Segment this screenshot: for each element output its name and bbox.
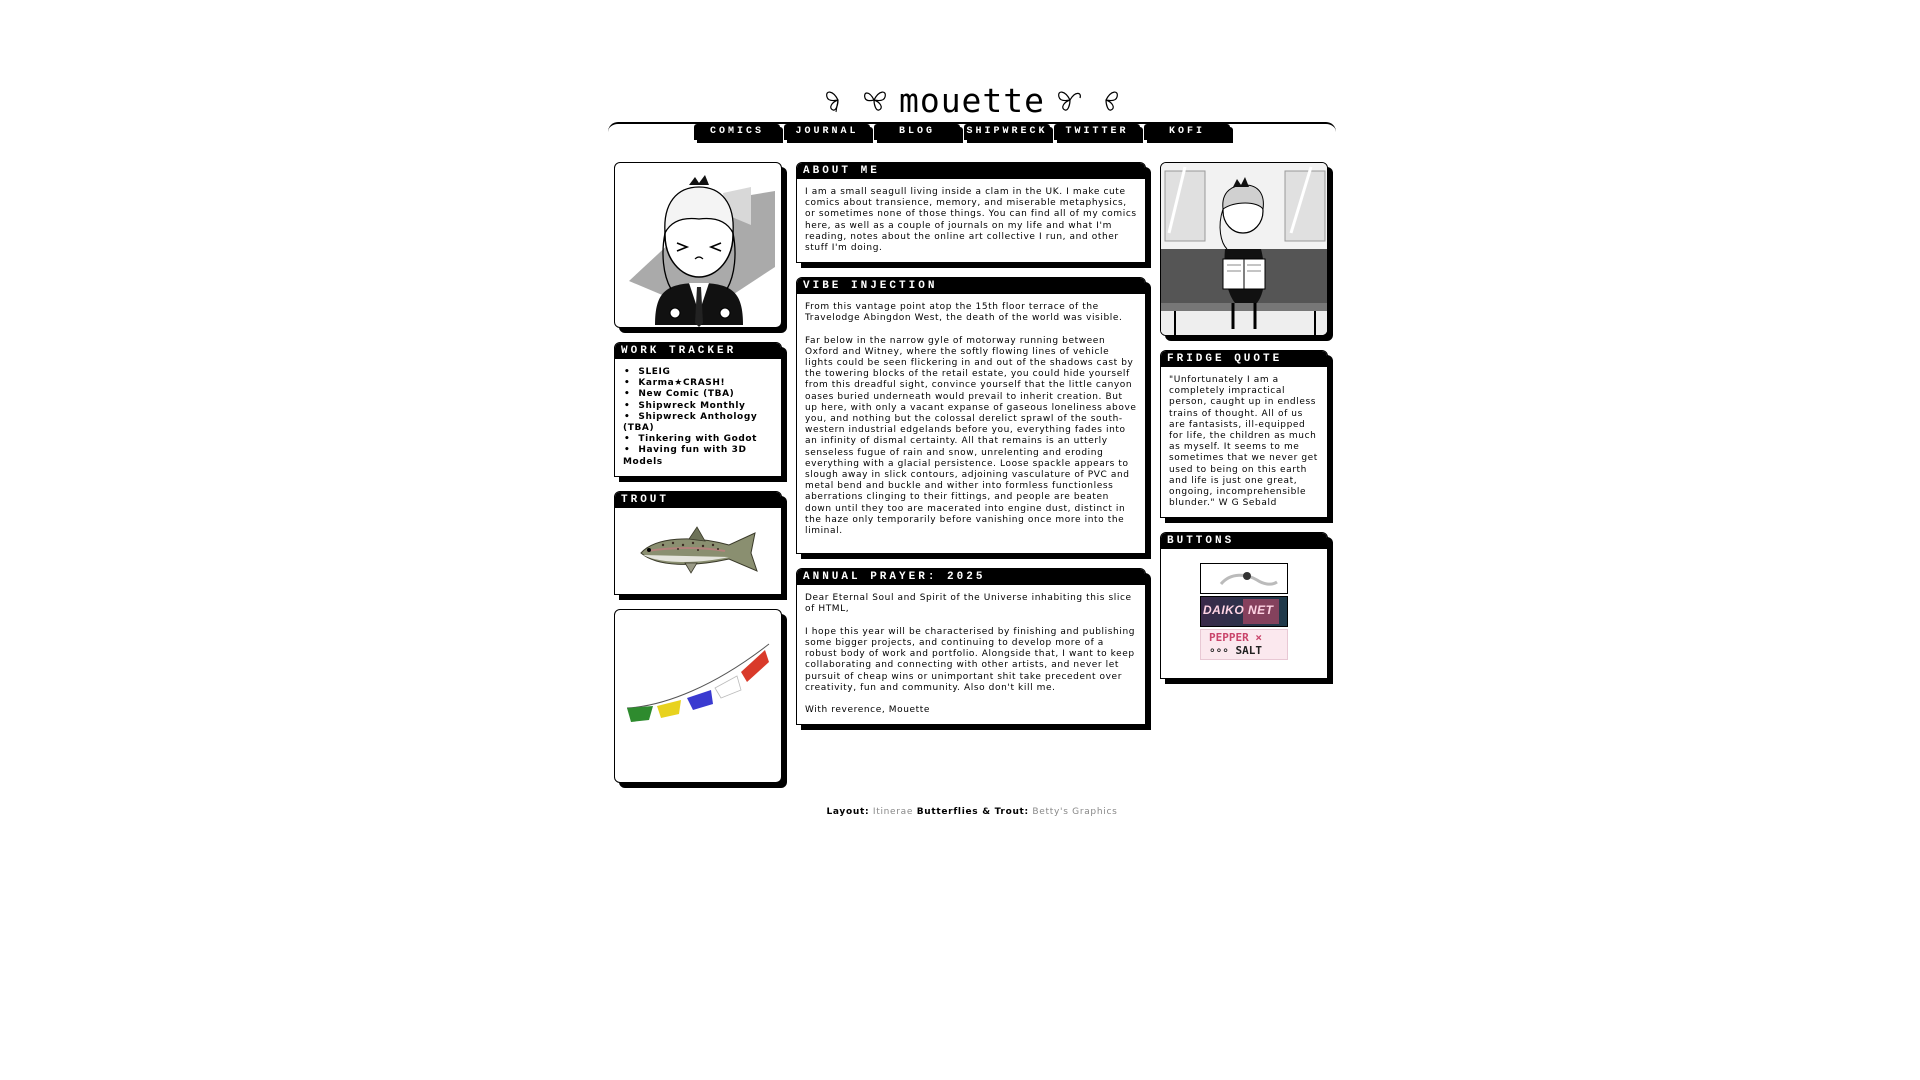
fridge-quote-text: "Unfortunately I am a completely impractical person, caught up in endless trains of thought. All of us are fantasists, ill-equipped for life, the children as much as myself. It seems to me sometimes that we never get used to being on this earth and life is just one great, ongoing, incomprehensible blunder." W G Sebald bbox=[1169, 375, 1318, 509]
right-column bbox=[1160, 162, 1328, 693]
title-row bbox=[608, 78, 1336, 122]
site-container bbox=[608, 78, 1336, 817]
nav-shipwreck[interactable]: SHIPWRECK bbox=[964, 124, 1050, 140]
work-item-3d-models[interactable]: • Having fun with 3D Models bbox=[623, 445, 773, 467]
layout-credit-link[interactable]: Itinerae bbox=[872, 807, 914, 817]
trout-heading: TROUT bbox=[615, 492, 781, 508]
annual-prayer-box bbox=[796, 568, 1146, 725]
avatar-illustration bbox=[615, 163, 783, 327]
vibe-injection-box bbox=[796, 277, 1146, 554]
annual-prayer-heading: ANNUAL PRAYER: 2025 bbox=[797, 569, 1145, 585]
header bbox=[608, 78, 1336, 137]
buttons-heading: BUTTONS bbox=[1161, 533, 1327, 549]
site-button-pepper-salt[interactable] bbox=[1200, 629, 1288, 660]
footer-credits bbox=[608, 807, 1336, 817]
butterfly-icon bbox=[859, 86, 889, 114]
vibe-paragraph-2: Far below in the narrow gyle of motorway running between Oxford and Witney, where the softly flowing lines of vehicle lights could be seen flickering in and out of the shadows cast by the towering blocks of the retail estate, you could hide yourself from this dreadful sight, convince yourself that the little canyon oases buried underneath would prevail to inherit creation. But up here, with only a vacant expanse of gaseous loneliness above you, and nothing but the colossal derelict sprawl of the south-western industrial edgelands before you, everything fades into an infinity of dismal certainty. All that remains is an utterly senseless fugue of rain and snow, unrelenting and eroding everything with a glacial persistence. Loose spackle appears to slough away in slick contours, adjoining vasculature of PVC and metal bend and buckle and wither into formless functionless aberrations clinging to their fittings, and people are beaten down until they too are macerated into engine dust, distinct in the haze only temporarily before vanishing once more into the liminal. bbox=[805, 335, 1137, 537]
art-credit-link[interactable]: Betty's Graphics bbox=[1032, 807, 1118, 817]
reading-girl-box bbox=[1160, 162, 1328, 336]
work-item-shipwreck-anthology[interactable]: • Shipwreck Anthology (TBA) bbox=[623, 412, 773, 434]
work-item-godot[interactable]: • Tinkering with Godot bbox=[623, 434, 773, 445]
work-tracker-box bbox=[614, 342, 782, 477]
prayer-paragraph-1: Dear Eternal Soul and Spirit of the Universe inhabiting this slice of HTML, bbox=[805, 593, 1132, 615]
vibe-injection-heading: VIBE INJECTION bbox=[797, 278, 1145, 294]
nav-kofi[interactable]: KOFI bbox=[1144, 124, 1230, 140]
site-title[interactable]: mouette bbox=[898, 80, 1046, 120]
work-item-new-comic[interactable]: • New Comic (TBA) bbox=[623, 389, 773, 400]
fridge-quote-box bbox=[1160, 350, 1328, 518]
avatar-box bbox=[614, 162, 782, 328]
work-item-karma-crash[interactable]: • Karma★CRASH! bbox=[623, 378, 773, 389]
buttons-box bbox=[1160, 532, 1328, 679]
left-column bbox=[614, 162, 782, 797]
work-tracker-heading: WORK TRACKER bbox=[615, 343, 781, 359]
site-button-daikonet[interactable] bbox=[1200, 596, 1288, 627]
butterfly-icon bbox=[823, 86, 853, 114]
nav-journal[interactable]: JOURNAL bbox=[784, 124, 870, 140]
butterfly-icon bbox=[1091, 86, 1121, 114]
work-tracker-list bbox=[623, 367, 773, 468]
prayer-flags-box bbox=[614, 609, 782, 783]
nav-blog[interactable]: BLOG bbox=[874, 124, 960, 140]
salt-label: ∘∘∘ SALT bbox=[1209, 644, 1262, 658]
work-item-shipwreck-monthly[interactable]: • Shipwreck Monthly bbox=[623, 401, 773, 412]
nav-twitter[interactable]: TWITTER bbox=[1054, 124, 1140, 140]
trout-image bbox=[633, 521, 763, 581]
vibe-paragraph-1: From this vantage point atop the 15th floor terrace of the Travelodge Abingdon West, the death of the world was visible. bbox=[805, 302, 1123, 324]
about-me-box bbox=[796, 162, 1146, 263]
prayer-paragraph-2: I hope this year will be characterised by finishing and publishing some bigger projects, and continuing to develop more of a robust body of work and portfolio. Alongside that, I want to keep collaborating and connecting with other artists, and never let pursuit of cheap wins or unimportant shit take precedent over creativity, fun and community. Also don't kill me. bbox=[805, 626, 1136, 693]
work-item-sleig[interactable]: • SLEIG bbox=[623, 367, 773, 378]
layout-label: Layout: bbox=[826, 807, 870, 817]
main-nav bbox=[694, 124, 1230, 140]
butterfly-icon bbox=[1055, 86, 1085, 114]
about-me-heading: ABOUT ME bbox=[797, 163, 1145, 179]
middle-column bbox=[796, 162, 1146, 739]
about-me-text: I am a small seagull living inside a clam in the UK. I make cute comics about transience, memory, and miserable metaphysics, or sometimes none of those things. You can find all of my comics here, as well as a couple of journals on my life and what I'm reading, notes about the online art collective I run, and other stuff I'm doing. bbox=[805, 187, 1137, 254]
art-label: Butterflies & Trout: bbox=[916, 807, 1029, 817]
daikonet-label: DAIKO NET bbox=[1203, 603, 1274, 618]
pepper-label: PEPPER × bbox=[1209, 631, 1262, 645]
site-button-1[interactable] bbox=[1200, 563, 1288, 594]
prayer-signoff: With reverence, Mouette bbox=[805, 704, 931, 715]
site-button-1-image bbox=[1201, 564, 1287, 593]
prayer-flags-image bbox=[615, 610, 783, 782]
fridge-quote-heading: FRIDGE QUOTE bbox=[1161, 351, 1327, 367]
reading-girl-illustration bbox=[1161, 163, 1328, 335]
nav-comics[interactable]: COMICS bbox=[694, 124, 780, 140]
trout-box bbox=[614, 491, 782, 595]
